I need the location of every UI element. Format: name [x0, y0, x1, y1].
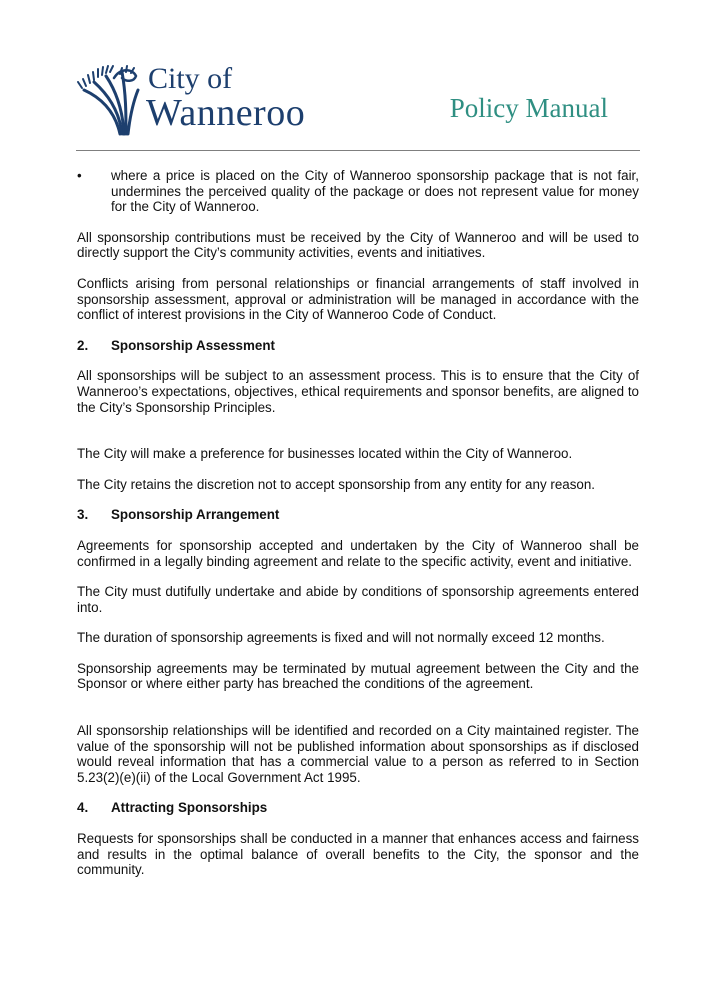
section-number: 4.: [77, 800, 89, 816]
bullet-item: [77, 168, 639, 215]
paragraph-agreements: Agreements for sponsorship accepted and undertaken by the City of Wanneroo shall be confirmed in a legally binding agreement and relate to the specific activity, event and initiative.: [77, 537, 639, 569]
paragraph-discretion: The City retains the discretion not to accept sponsorship from any entity for any reason.: [77, 476, 596, 492]
paragraph-contributions: All sponsorship contributions must be received by the City of Wanneroo and will be used to directly support the City’s community activities, events and initiatives.: [77, 229, 639, 261]
section-number: 2.: [77, 337, 89, 353]
bullet-text: where a price is placed on the City of Wanneroo sponsorship package that is not fair, undermines the perceived quality of the package or does not represent value for money for the City of Wanneroo.: [111, 168, 639, 215]
logo-wanneroo: Wanneroo: [146, 92, 306, 134]
section-number: 3.: [77, 507, 89, 523]
city-of-wanneroo-logo: [76, 62, 326, 142]
header-divider: [76, 150, 640, 151]
page-header: [0, 0, 706, 152]
page-content: [77, 168, 639, 878]
section-heading-attracting: [77, 800, 639, 816]
section-heading-assessment: [77, 338, 639, 354]
section-title: Sponsorship Assessment: [111, 337, 275, 353]
banksia-flower-icon: [76, 64, 140, 136]
paragraph-requests: Requests for sponsorships shall be conducted in a manner that enhances access and fairness and results in the optimal balance of overall benefits to the City, the sponsor and the community.: [77, 831, 639, 878]
paragraph-assessment-process: All sponsorships will be subject to an assessment process. This is to ensure that the City of Wanneroo’s expectations, objectives, ethical requirements and sponsor benefits, are aligned to the City’s Sponsorship Principles.: [77, 368, 639, 415]
paragraph-conditions: The City must dutifully undertake and abide by conditions of sponsorship agreements entered into.: [77, 584, 639, 615]
paragraph-termination: Sponsorship agreements may be terminated by mutual agreement between the City and the Sponsor or where either party has breached the conditions of the agreement.: [77, 660, 639, 692]
paragraph-duration: The duration of sponsorship agreements is fixed and will not normally exceed 12 months.: [77, 630, 605, 646]
section-heading-arrangement: [77, 507, 639, 523]
paragraph-local-preference: The City will make a preference for businesses located within the City of Wanneroo.: [77, 446, 573, 462]
logo-city-of: City of: [148, 62, 233, 95]
paragraph-register: All sponsorship relationships will be identified and recorded on a City maintained register. The value of the sponsorship will not be published information about sponsorships as if disclosed would reveal information that has a commercial value to a person as referred to in Section 5.23(2)(e)(ii) of the Local Government Act 1995.: [77, 723, 639, 785]
section-title: Sponsorship Arrangement: [111, 507, 280, 523]
section-title: Attracting Sponsorships: [111, 800, 268, 816]
bullet-icon: •: [77, 168, 82, 183]
paragraph-conflicts: Conflicts arising from personal relationships or financial arrangements of staff involved in sponsorship assessment, approval or administration will be managed in accordance with the conflict of interest provisions in the City of Wanneroo Code of Conduct.: [77, 275, 639, 323]
document-title: Policy Manual: [449, 93, 608, 123]
